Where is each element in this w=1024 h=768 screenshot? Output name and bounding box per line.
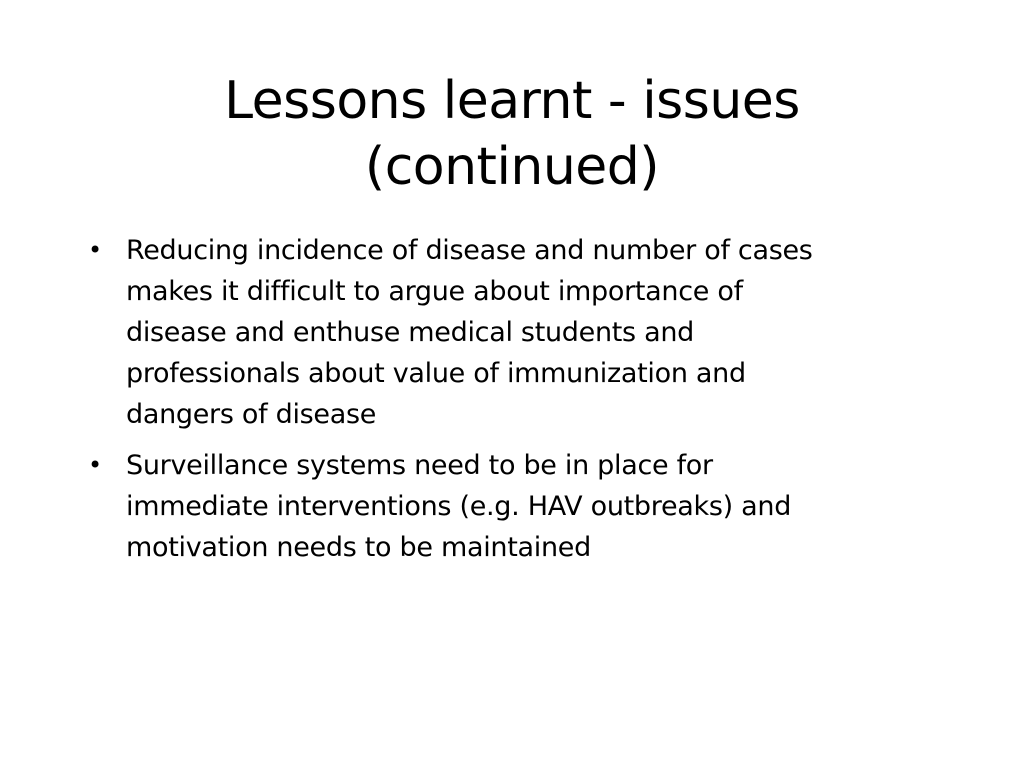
bullet-item [86,230,946,435]
slide-title [90,68,934,200]
bullet-text-line: motivation needs to be maintained [126,532,591,563]
bullet-text-line: dangers of disease [126,399,377,430]
bullet-text-line: immediate interventions (e.g. HAV outbreaks) and [126,491,792,522]
bullet-list [86,230,946,578]
bullet-text-line: Reducing incidence of disease and number of cases [126,235,813,266]
bullet-point-icon: • [88,451,102,479]
bullet-point-icon: • [88,236,102,264]
slide-title-line: Lessons learnt - issues [224,71,800,131]
bullet-text-line: makes it difficult to argue about importance of [126,276,743,307]
bullet-text-line: professionals about value of immunization and [126,358,746,389]
bullet-item [86,445,946,568]
slide-title-line: (continued) [364,137,660,197]
bullet-text-line: disease and enthuse medical students and [126,317,694,348]
bullet-text-line: Surveillance systems need to be in place for [126,450,713,481]
